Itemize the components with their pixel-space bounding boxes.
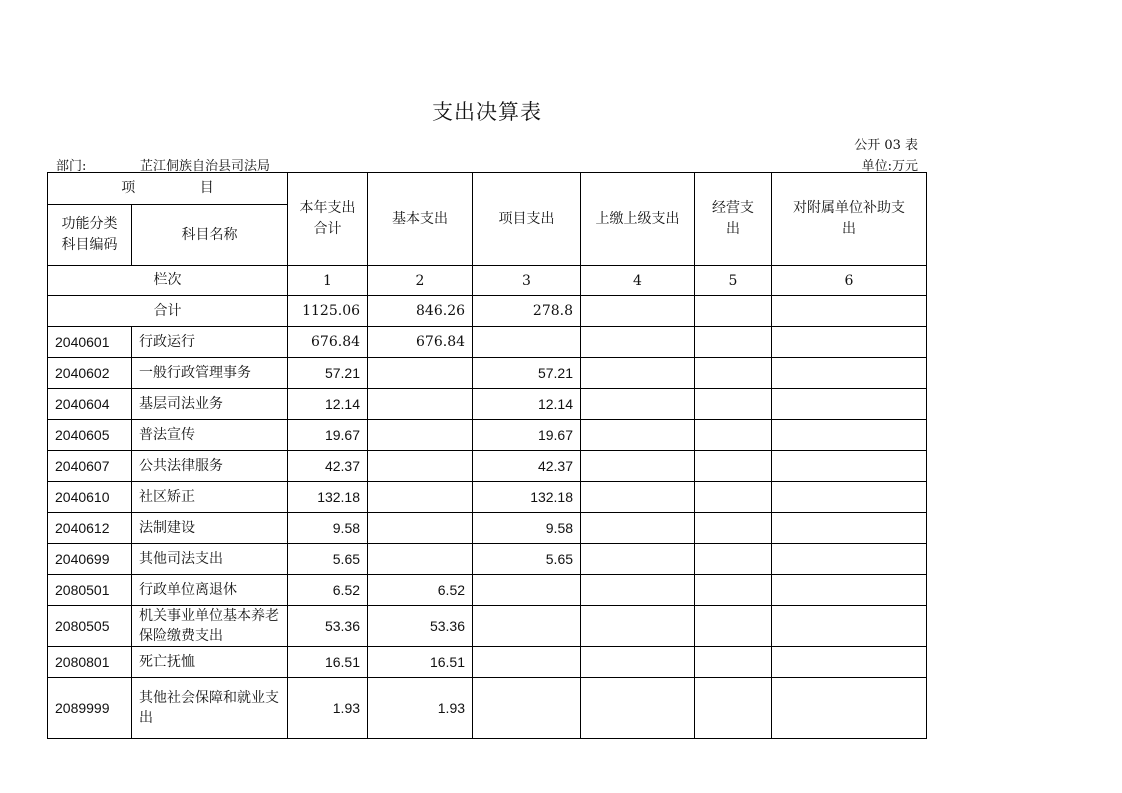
lanci-num: 2 [368,266,473,296]
lanci-label: 栏次 [48,266,288,296]
row-c2: 676.84 [368,327,473,358]
row-c5 [695,678,772,739]
row-code: 2040699 [48,544,132,575]
row-c6 [772,544,927,575]
row-c5 [695,647,772,678]
row-c3: 5.65 [473,544,581,575]
row-c3: 132.18 [473,482,581,513]
row-name: 法制建设 [132,513,288,544]
row-c6 [772,513,927,544]
header-code-col [48,205,132,266]
row-c3: 42.37 [473,451,581,482]
table-row [48,678,927,739]
header-col5-text: 经营支 出 [712,200,755,237]
row-c5 [695,575,772,606]
row-c1: 19.67 [288,420,368,451]
table-row [48,482,927,513]
total-c1: 1125.06 [288,296,368,327]
row-name: 机关事业单位基本养老 保险缴费支出 [132,606,288,647]
row-c4 [581,420,695,451]
row-code: 2040605 [48,420,132,451]
row-c5 [695,606,772,647]
header-name-col: 科目名称 [132,205,288,266]
row-code: 2080505 [48,606,132,647]
lanci-num: 5 [695,266,772,296]
total-c4 [581,296,695,327]
row-c1: 9.58 [288,513,368,544]
row-c1: 132.18 [288,482,368,513]
row-c6 [772,647,927,678]
row-c6 [772,358,927,389]
row-c1: 5.65 [288,544,368,575]
total-row [48,296,927,327]
row-code: 2040610 [48,482,132,513]
row-c1: 1.93 [288,678,368,739]
row-code: 2040612 [48,513,132,544]
row-c6 [772,327,927,358]
row-code: 2040602 [48,358,132,389]
row-c2 [368,389,473,420]
row-c6 [772,451,927,482]
row-c3 [473,575,581,606]
table-row [48,420,927,451]
row-c2: 6.52 [368,575,473,606]
row-c6 [772,678,927,739]
table-row [48,451,927,482]
lanci-num: 1 [288,266,368,296]
row-code: 2040604 [48,389,132,420]
row-c1: 53.36 [288,606,368,647]
row-c2 [368,451,473,482]
row-code: 2080801 [48,647,132,678]
row-c4 [581,389,695,420]
row-c4 [581,606,695,647]
row-name: 其他司法支出 [132,544,288,575]
row-c3: 9.58 [473,513,581,544]
total-c5 [695,296,772,327]
row-c1: 6.52 [288,575,368,606]
row-c1: 12.14 [288,389,368,420]
table-row [48,544,927,575]
row-name: 行政运行 [132,327,288,358]
row-c1: 42.37 [288,451,368,482]
row-c6 [772,482,927,513]
header-col1 [288,173,368,266]
row-c4 [581,678,695,739]
row-c2 [368,513,473,544]
table-row [48,513,927,544]
row-c2 [368,544,473,575]
row-c1: 16.51 [288,647,368,678]
row-c6 [772,389,927,420]
row-c5 [695,389,772,420]
row-c2 [368,420,473,451]
row-c2: 1.93 [368,678,473,739]
total-c3: 278.8 [473,296,581,327]
department-label: 部门: [56,159,87,174]
row-c5 [695,420,772,451]
row-name: 一般行政管理事务 [132,358,288,389]
total-c2: 846.26 [368,296,473,327]
row-c5 [695,327,772,358]
row-c4 [581,647,695,678]
header-col1-text: 本年支出 合计 [299,200,356,237]
row-c4 [581,482,695,513]
form-number: 公开 03 表 [854,138,918,153]
row-name: 其他社会保障和就业支 出 [132,678,288,739]
row-c1: 676.84 [288,327,368,358]
lanci-num: 6 [772,266,927,296]
table-row [48,647,927,678]
row-c5 [695,513,772,544]
row-c5 [695,451,772,482]
table-row [48,389,927,420]
row-c4 [581,327,695,358]
table-row [48,327,927,358]
row-c3 [473,327,581,358]
header-col2: 基本支出 [368,173,473,266]
row-code: 2040601 [48,327,132,358]
header-col6-text: 对附属单位补助支 出 [793,200,906,237]
table-row [48,606,927,647]
header-item: 项 目 [48,173,288,205]
row-name: 死亡抚恤 [132,647,288,678]
page-title: 支出决算表 [432,100,542,124]
row-c2 [368,358,473,389]
header-col4: 上缴上级支出 [581,173,695,266]
lanci-num: 3 [473,266,581,296]
header-col6 [772,173,927,266]
row-c4 [581,544,695,575]
row-name: 公共法律服务 [132,451,288,482]
total-label: 合计 [48,296,288,327]
row-c3: 19.67 [473,420,581,451]
total-c6 [772,296,927,327]
row-c6 [772,575,927,606]
row-c4 [581,451,695,482]
row-c4 [581,358,695,389]
row-name: 社区矫正 [132,482,288,513]
row-c3 [473,678,581,739]
row-c5 [695,544,772,575]
row-c5 [695,482,772,513]
row-c6 [772,606,927,647]
row-c4 [581,513,695,544]
row-c5 [695,358,772,389]
row-c3: 57.21 [473,358,581,389]
expenditure-table [47,172,927,739]
row-c2: 53.36 [368,606,473,647]
header-code-text: 功能分类 科目编码 [61,216,118,253]
row-code: 2040607 [48,451,132,482]
row-name: 基层司法业务 [132,389,288,420]
row-c3 [473,647,581,678]
table-row [48,575,927,606]
row-name: 普法宣传 [132,420,288,451]
header-col5 [695,173,772,266]
unit-label: 单位:万元 [861,159,918,174]
row-c3 [473,606,581,647]
row-c6 [772,420,927,451]
row-code: 2080501 [48,575,132,606]
row-c2: 16.51 [368,647,473,678]
row-c3: 12.14 [473,389,581,420]
row-code: 2089999 [48,678,132,739]
department-name: 芷江侗族自治县司法局 [140,159,271,174]
row-name: 行政单位离退休 [132,575,288,606]
lanci-num: 4 [581,266,695,296]
row-c4 [581,575,695,606]
row-c2 [368,482,473,513]
header-col3: 项目支出 [473,173,581,266]
table-row [48,358,927,389]
row-c1: 57.21 [288,358,368,389]
